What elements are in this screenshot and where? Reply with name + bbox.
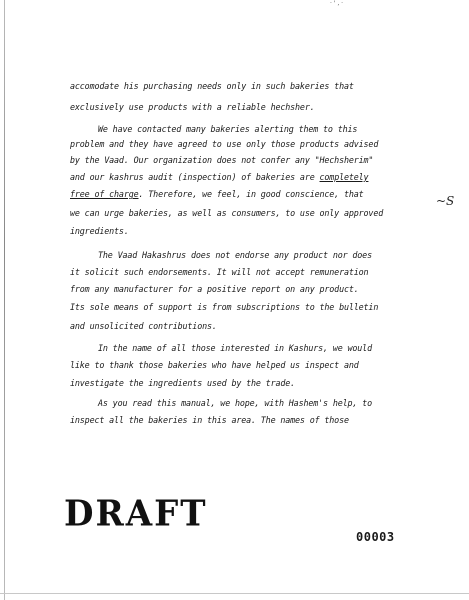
text-line: we can urge bakeries, as well as consumers, to use only approved bbox=[70, 208, 384, 218]
text-line bbox=[70, 189, 364, 199]
text-line: investigate the ingredients used by the trade. bbox=[70, 378, 296, 388]
page-left-edge bbox=[4, 0, 5, 600]
text-line: inspect all the bakeries in this area. The names of those bbox=[70, 415, 349, 425]
text-line: from any manufacturer for a positive report on any product. bbox=[70, 284, 359, 294]
document-number: 00003 bbox=[356, 530, 395, 544]
text-line bbox=[70, 172, 368, 182]
text-line: exclusively use products with a reliable hechsher. bbox=[70, 102, 315, 112]
page-bottom-edge bbox=[0, 593, 469, 594]
text-line: The Vaad Hakashrus does not endorse any product nor does bbox=[98, 250, 372, 260]
text-line: problem and they have agreed to use only those products advised bbox=[70, 139, 379, 149]
draft-stamp: DRAFT bbox=[64, 493, 208, 535]
text-segment: and our kashrus audit (inspection) of bakeries are bbox=[70, 172, 315, 182]
text-line: and unsolicited contributions. bbox=[70, 321, 217, 331]
underlined-text: free of charge bbox=[70, 189, 139, 199]
text-line: accomodate his purchasing needs only in such bakeries that bbox=[70, 81, 354, 91]
text-line: like to thank those bakeries who have helped us inspect and bbox=[70, 360, 359, 370]
text-line: ingredients. bbox=[70, 226, 129, 236]
handwritten-margin-mark: ~S bbox=[436, 194, 455, 208]
text-line: it solicit such endorsements. It will not accept remuneration bbox=[70, 267, 369, 277]
text-line: We have contacted many bakeries alerting them to this bbox=[98, 124, 358, 134]
text-line: As you read this manual, we hope, with Hashem's help, to bbox=[98, 398, 372, 408]
text-line: In the name of all those interested in Kashurs, we would bbox=[98, 343, 372, 353]
scan-specks: · ' , · bbox=[330, 0, 344, 7]
text-line: Its sole means of support is from subscriptions to the bulletin bbox=[70, 302, 379, 312]
text-line: by the Vaad. Our organization does not confer any "Hechsherim" bbox=[70, 155, 374, 165]
underlined-text: completely bbox=[319, 172, 369, 182]
text-segment: . Therefore, we feel, in good conscience, that bbox=[138, 189, 364, 199]
